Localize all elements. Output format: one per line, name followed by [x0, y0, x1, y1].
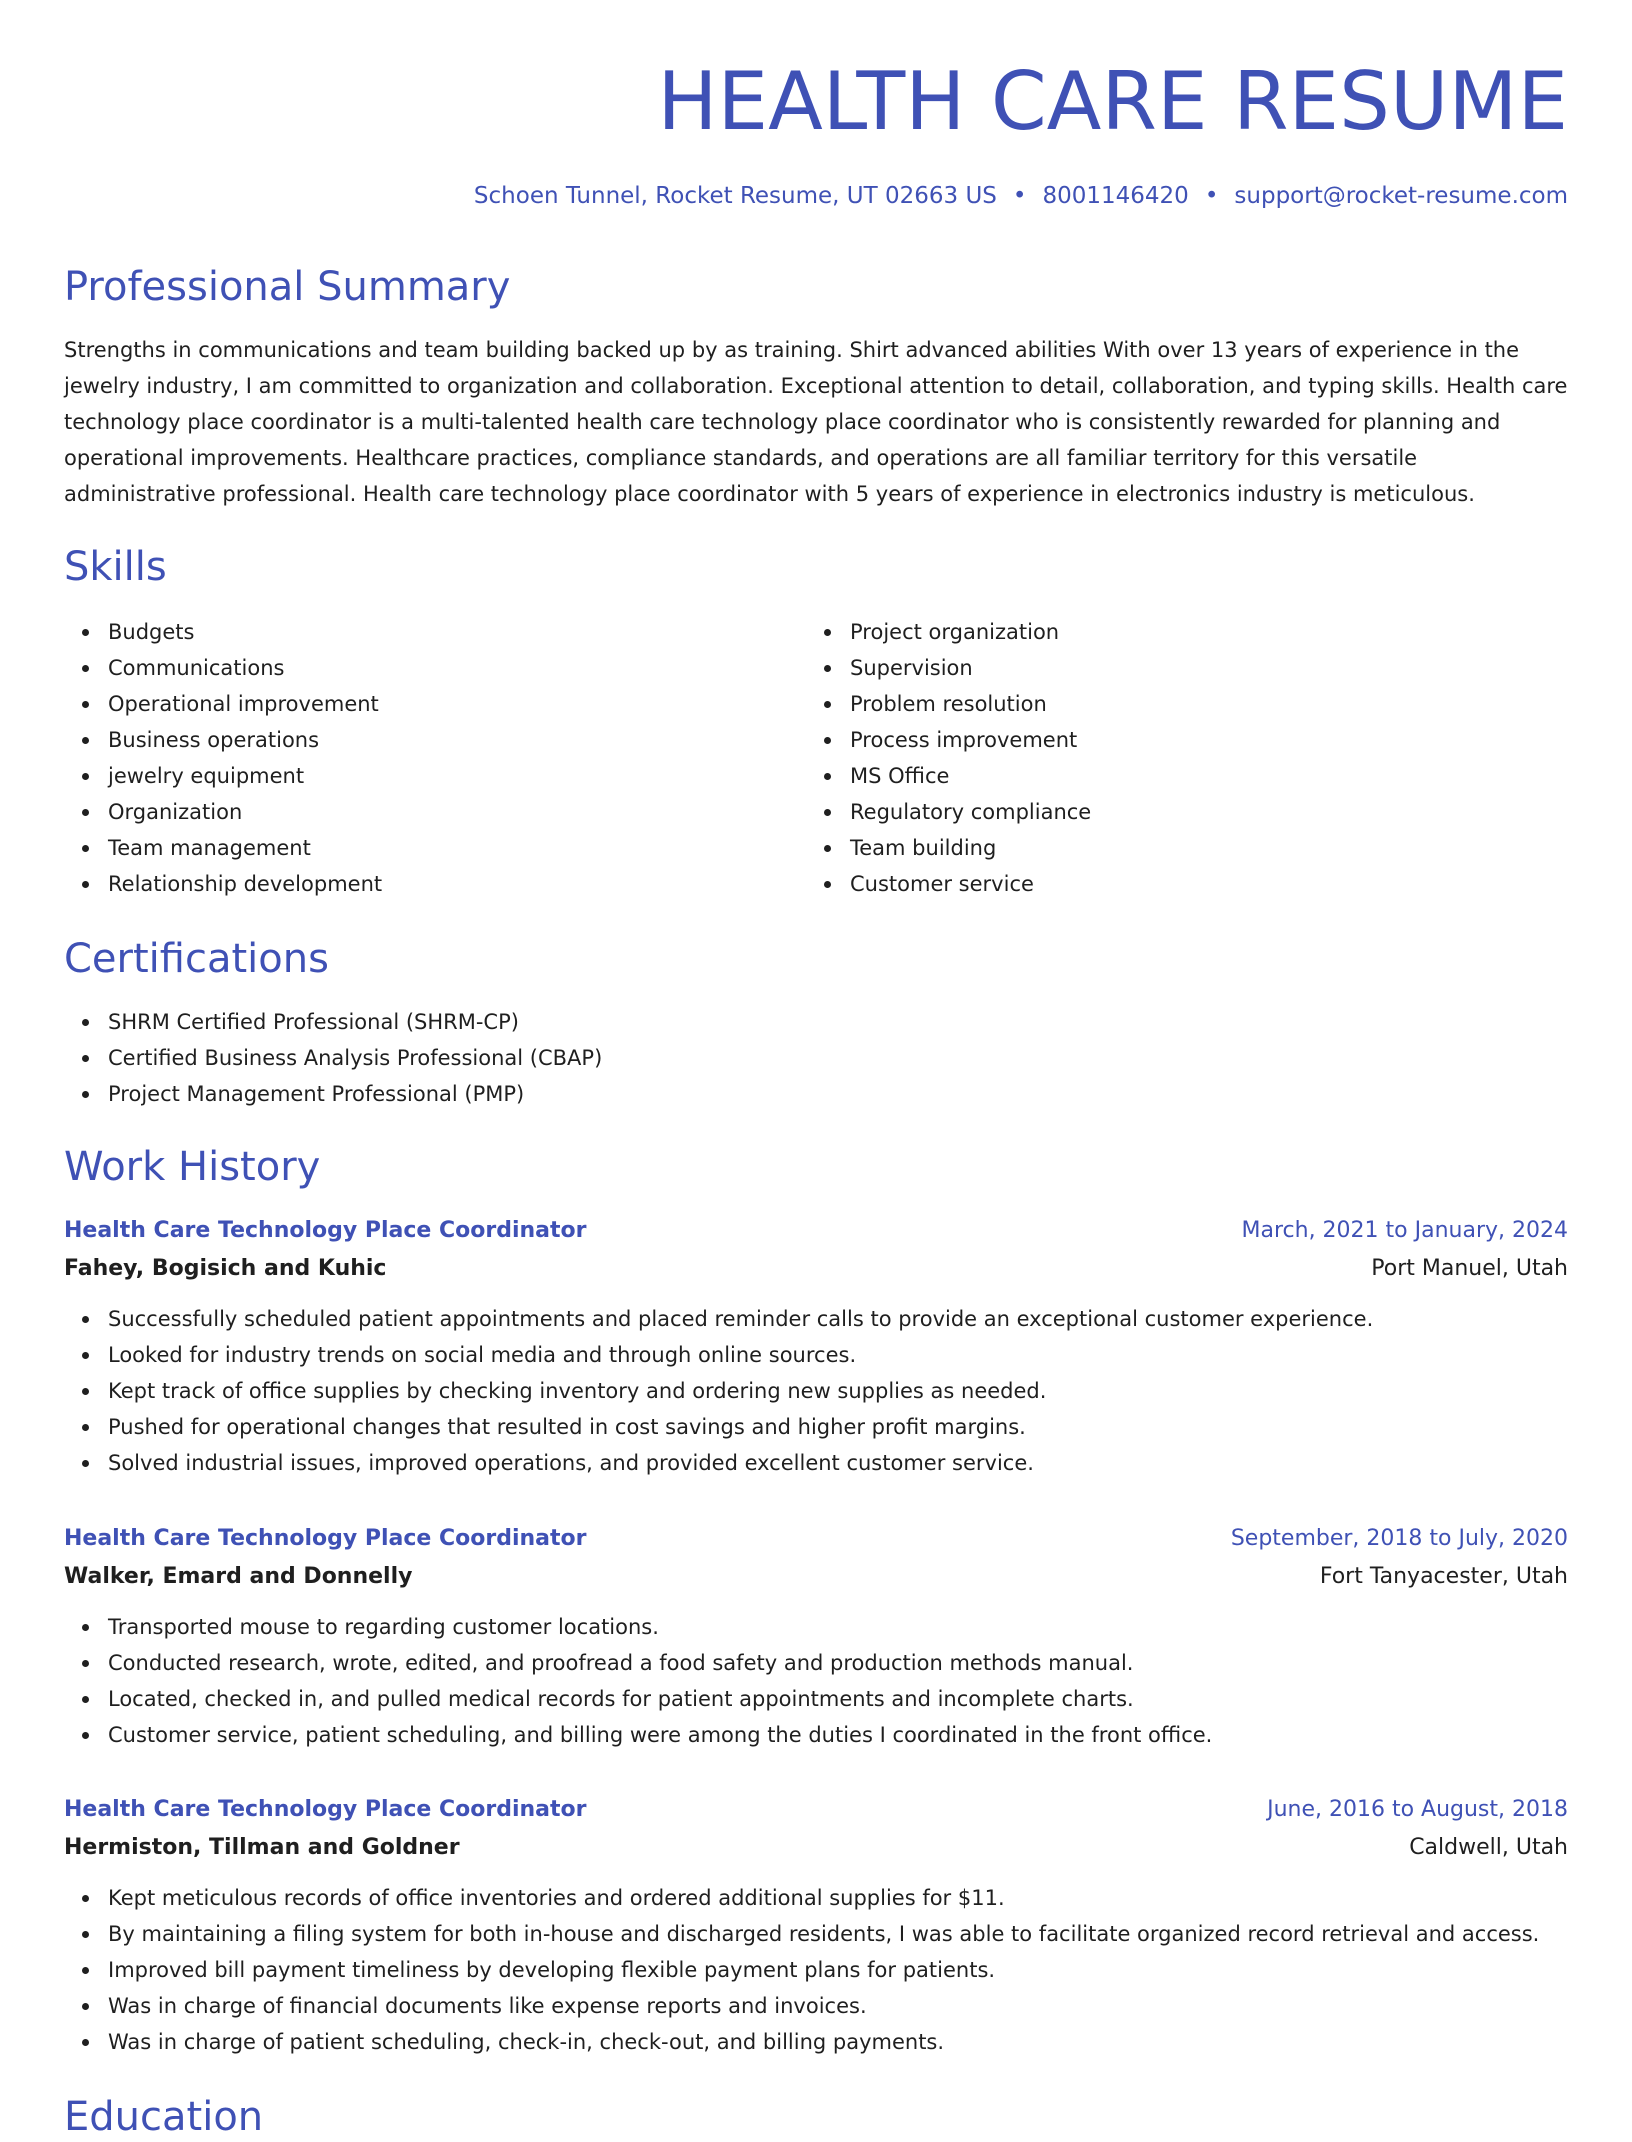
job-company: Walker, Emard and Donnelly: [64, 1564, 413, 1589]
skill-item: Communications: [108, 650, 806, 686]
job-bullet: Was in charge of financial documents like expense reports and invoices.: [108, 1988, 1568, 2024]
contact-separator: •: [1204, 183, 1219, 209]
certification-item: Project Management Professional (PMP): [108, 1076, 602, 1112]
section-title-work-history: Work History: [64, 1144, 321, 1190]
skill-item: Project organization: [850, 614, 1548, 650]
contact-separator: •: [1012, 183, 1027, 209]
job-bullets: [64, 1880, 1568, 2060]
job-location: Caldwell, Utah: [1409, 1835, 1568, 1860]
job-bullet: Solved industrial issues, improved operations, and provided excellent customer service.: [108, 1445, 1568, 1481]
job-dates: March, 2021 to January, 2024: [1241, 1218, 1568, 1243]
job-dates: September, 2018 to July, 2020: [1230, 1526, 1568, 1551]
skill-item: Operational improvement: [108, 686, 806, 722]
job-entry: [64, 1213, 1568, 1481]
job-bullet: Pushed for operational changes that resulted in cost savings and higher profit margins.: [108, 1409, 1568, 1445]
job-bullet: Was in charge of patient scheduling, check-in, check-out, and billing payments.: [108, 2024, 1568, 2060]
contact-address: Schoen Tunnel, Rocket Resume, UT 02663 US: [473, 183, 997, 209]
skill-item: Team management: [108, 830, 806, 866]
job-company: Fahey, Bogisich and Kuhic: [64, 1256, 387, 1281]
certification-item: SHRM Certified Professional (SHRM-CP): [108, 1004, 602, 1040]
resume-page: [64, 0, 1568, 2140]
job-company: Hermiston, Tillman and Goldner: [64, 1835, 460, 1860]
skill-item: Supervision: [850, 650, 1548, 686]
job-bullet: By maintaining a filing system for both in-house and discharged residents, I was able to facilitate organized record retrieval and access.: [108, 1916, 1568, 1952]
job-bullets: [64, 1609, 1568, 1753]
job-bullet: Customer service, patient scheduling, and billing were among the duties I coordinated in the front office.: [108, 1717, 1568, 1753]
skill-item: Customer service: [850, 866, 1548, 902]
contact-phone: 8001146420: [1042, 183, 1189, 209]
job-bullet: Conducted research, wrote, edited, and proofread a food safety and production methods manual.: [108, 1645, 1568, 1681]
job-bullets: [64, 1301, 1568, 1481]
job-bullet: Located, checked in, and pulled medical records for patient appointments and incomplete charts.: [108, 1681, 1568, 1717]
job-bullet: Kept meticulous records of office inventories and ordered additional supplies for $11.: [108, 1880, 1568, 1916]
contact-email[interactable]: support@rocket-resume.com: [1234, 183, 1568, 209]
job-title: Health Care Technology Place Coordinator: [64, 1526, 587, 1551]
resume-name: HEALTH CARE RESUME: [657, 55, 1568, 148]
skill-item: Process improvement: [850, 722, 1548, 758]
job-entry: [64, 1792, 1568, 2060]
job-entry: [64, 1521, 1568, 1753]
contact-line: [64, 180, 1568, 212]
section-title-certifications: Certifications: [64, 936, 329, 982]
skill-item: Relationship development: [108, 866, 806, 902]
job-dates: June, 2016 to August, 2018: [1267, 1797, 1568, 1822]
certification-item: Certified Business Analysis Professional (CBAP): [108, 1040, 602, 1076]
skill-item: Organization: [108, 794, 806, 830]
resume-header: [64, 0, 1568, 212]
certifications-list: [64, 1004, 602, 1112]
job-bullet: Looked for industry trends on social media and through online sources.: [108, 1337, 1568, 1373]
job-bullet: Transported mouse to regarding customer locations.: [108, 1609, 1568, 1645]
skill-item: Regulatory compliance: [850, 794, 1548, 830]
skill-item: Problem resolution: [850, 686, 1548, 722]
job-title: Health Care Technology Place Coordinator: [64, 1797, 587, 1822]
skills-list-right: [806, 614, 1548, 902]
section-title-education: Education: [64, 2094, 264, 2140]
skill-item: MS Office: [850, 758, 1548, 794]
job-location: Port Manuel, Utah: [1371, 1256, 1568, 1281]
job-bullet: Improved bill payment timeliness by developing flexible payment plans for patients.: [108, 1952, 1568, 1988]
skills-list-left: [64, 614, 806, 902]
job-bullet: Kept track of office supplies by checking inventory and ordering new supplies as needed.: [108, 1373, 1568, 1409]
skill-item: Team building: [850, 830, 1548, 866]
skill-item: jewelry equipment: [108, 758, 806, 794]
section-title-summary: Professional Summary: [64, 264, 511, 310]
job-location: Fort Tanyacester, Utah: [1319, 1564, 1568, 1589]
summary-text: Strengths in communications and team building backed up by as training. Shirt advanced abilities With over 13 years of experience in the jewelry industry, I am committed to organization and collaboration. Exceptional attention to detail, collaboration, and typing skills. Health care technology place coordinator is a multi-talented health care technology place coordinator who is consistently rewarded for planning and operational improvements. Healthcare practices, compliance standards, and operations are all familiar territory for this versatile administrative professional. Health care technology place coordinator with 5 years of experience in electronics industry is meticulous.: [64, 338, 1568, 506]
skill-item: Budgets: [108, 614, 806, 650]
job-title: Health Care Technology Place Coordinator: [64, 1218, 587, 1243]
section-title-skills: Skills: [64, 544, 167, 590]
job-bullet: Successfully scheduled patient appointments and placed reminder calls to provide an exceptional customer experience.: [108, 1301, 1568, 1337]
skills-columns: [64, 614, 1568, 902]
skill-item: Business operations: [108, 722, 806, 758]
